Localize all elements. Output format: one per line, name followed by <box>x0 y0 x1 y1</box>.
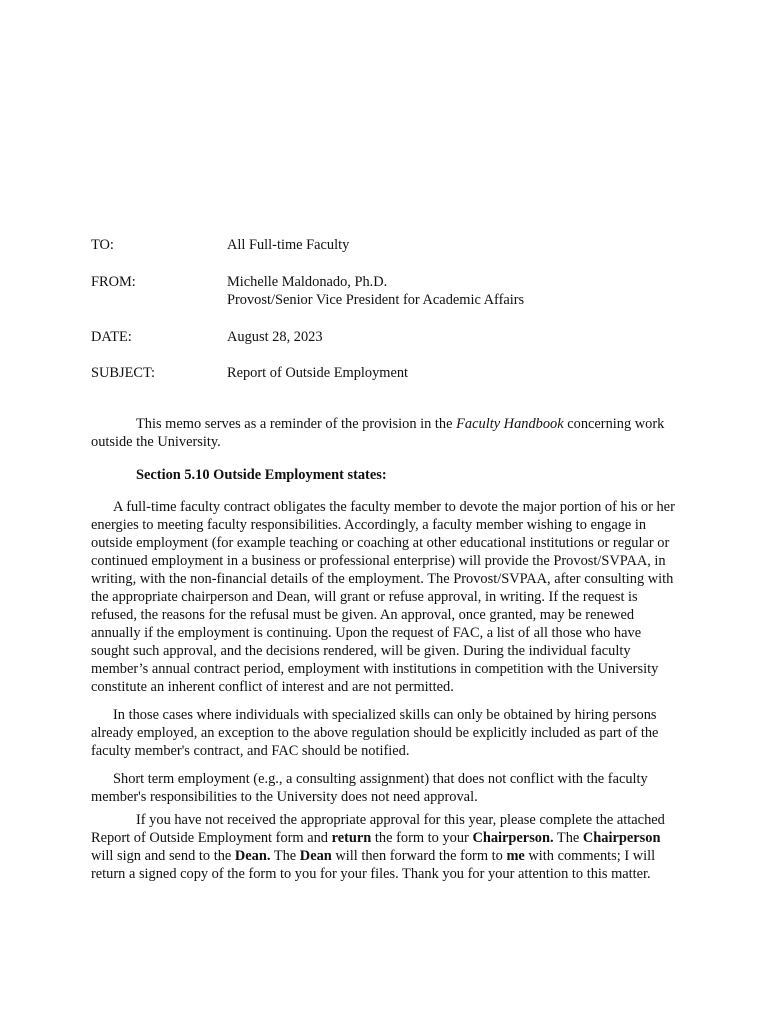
to-value: All Full-time Faculty <box>227 237 350 253</box>
dean-emphasis-1: Dean. <box>234 848 271 864</box>
dean-emphasis-2: Dean <box>299 848 332 864</box>
to-row <box>91 236 691 254</box>
from-name: Michelle Maldonado, Ph.D. <box>227 274 388 290</box>
from-row <box>91 273 691 309</box>
intro-text-before: This memo serves as a reminder of the provision in the <box>136 416 457 432</box>
subject-value: Report of Outside Employment <box>227 365 409 381</box>
memo-header <box>91 236 691 382</box>
subject-label: SUBJECT: <box>91 365 156 381</box>
chairperson-emphasis-2: Chairperson <box>582 830 661 846</box>
instructions-text-1: If you have not received the appropriate approval for this year, please complete the attached Report of Outside Employment form and <box>91 812 665 846</box>
intro-text-after: concerning work outside the University. <box>91 416 665 450</box>
instructions-paragraph <box>91 811 681 883</box>
return-emphasis: return <box>331 830 372 846</box>
instructions-text-4: will sign and send to the <box>91 848 235 864</box>
instructions-text-7: with comments; I will return a signed copy of the form to you for your files. Thank you for your attention to this matter. <box>91 848 656 882</box>
instructions-text-3: The <box>553 830 583 846</box>
policy-paragraph-2: In those cases where individuals with specialized skills can only be obtained by hiring persons already employed, an exception to the above regulation should be explicitly included as part of the faculty member's contract, and FAC should be notified. <box>91 707 659 759</box>
subject-row <box>91 364 691 382</box>
policy-paragraph-1: A full-time faculty contract obligates the faculty member to devote the major portion of his or her energies to meeting faculty responsibilities. Accordingly, a faculty member wishing to engage in outside employment (for example teaching or coaching at other educational institutions or regular or continued employment in a business or professional enterprise) will provide the Provost/SVPAA, in writing, with the non-financial details of the employment. The Provost/SVPAA, after consulting with the appropriate chairperson and Dean, will grant or refuse approval, in writing. If the request is refused, the reasons for the refusal must be given. An approval, once granted, may be renewed annually if the employment is continuing. Upon the request of FAC, a list of all those who have sought such approval, and the decisions rendered, will be given. During the individual faculty member’s annual contract period, employment with institutions in competition with the University constitute an inherent conflict of interest and are not permitted. <box>91 499 675 695</box>
intro-paragraph <box>91 415 681 451</box>
from-title: Provost/Senior Vice President for Academic Affairs <box>227 292 525 308</box>
from-label: FROM: <box>91 274 136 290</box>
chairperson-emphasis-1: Chairperson. <box>472 830 554 846</box>
from-value <box>227 273 691 309</box>
faculty-handbook-title: Faculty Handbook <box>456 416 564 432</box>
to-label: TO: <box>91 237 114 253</box>
section-heading: Section 5.10 Outside Employment states: <box>136 467 387 483</box>
instructions-text-2: the form to your <box>371 830 473 846</box>
date-row <box>91 328 691 346</box>
date-label: DATE: <box>91 329 132 345</box>
me-emphasis: me <box>506 848 525 864</box>
policy-paragraph-3: Short term employment (e.g., a consulting assignment) that does not conflict with the faculty member's responsibilities to the University does not need approval. <box>91 771 648 805</box>
instructions-text-5: The <box>270 848 300 864</box>
instructions-text-6: will then forward the form to <box>331 848 507 864</box>
memo-body <box>91 415 681 883</box>
date-value: August 28, 2023 <box>227 329 323 345</box>
